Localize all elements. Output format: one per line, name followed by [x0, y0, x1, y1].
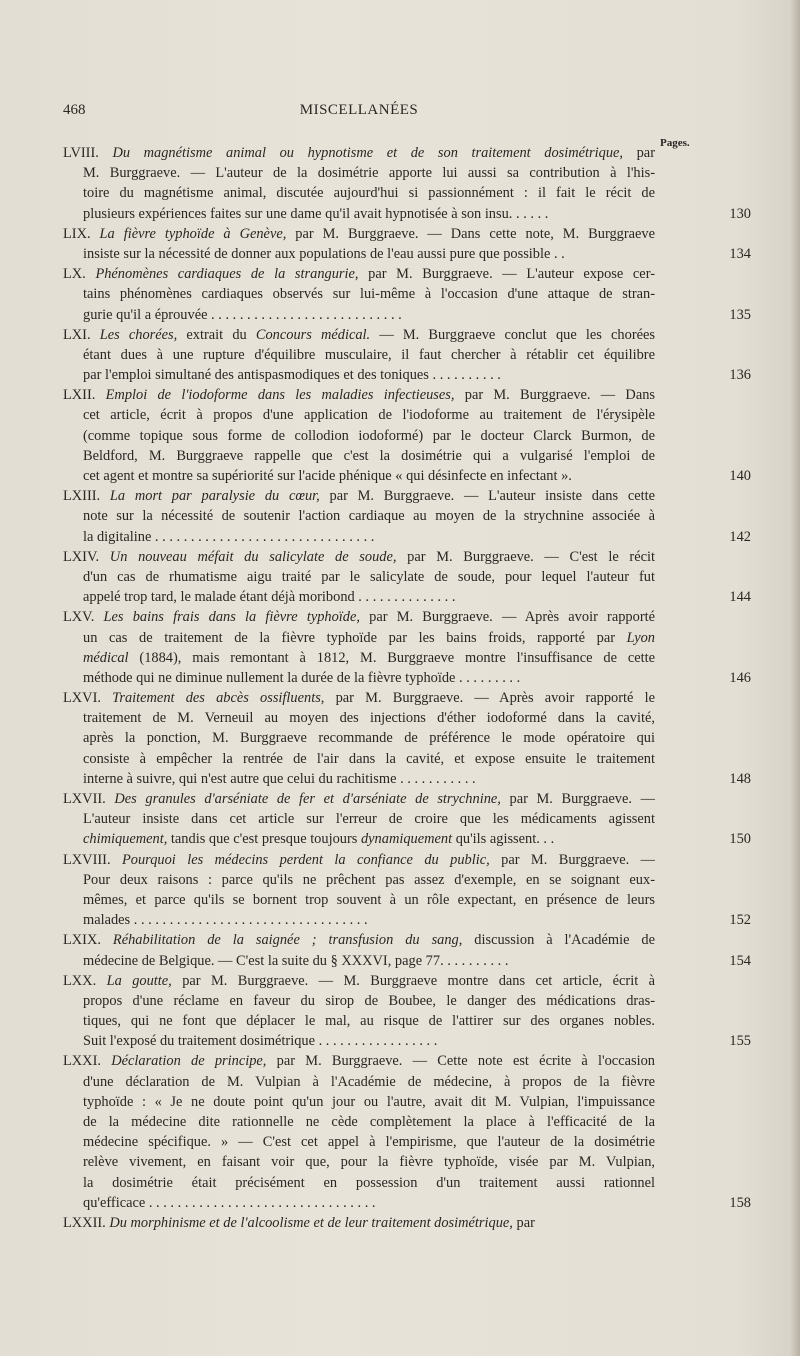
entry-numeral: LXVII. — [63, 791, 115, 807]
toc-entry-line — [63, 688, 655, 708]
toc-entry-line — [63, 749, 655, 769]
entry-text: d'une déclaration de M. Vulpian à l'Académie de médecine, à propos de la fièvre — [83, 1073, 655, 1090]
toc-entry-line — [63, 1092, 655, 1112]
toc-entry-line — [63, 163, 655, 183]
toc-entry-line — [63, 466, 655, 486]
entry-text: La goutte, par M. Burggraeve. — M. Burggraeve montre dans cet article, écrit à — [106, 972, 655, 989]
entry-page-number: 150 — [729, 831, 751, 848]
entry-page-number: 140 — [729, 468, 751, 485]
entry-page-number: 135 — [729, 306, 751, 323]
toc-entry-line — [63, 728, 655, 748]
entry-text: consiste à empêcher la rentrée de l'air dans la cavité, et expose ensuite le traitement — [83, 750, 655, 767]
entry-page-number: 148 — [729, 770, 751, 787]
entry-text: Phénomènes cardiaques de la strangurie, par M. Burggraeve. — L'auteur expose cer- — [95, 266, 655, 283]
page-number: 468 — [63, 102, 86, 118]
toc-entry-line — [63, 1011, 655, 1031]
toc-entry-line — [63, 1112, 655, 1132]
entry-text: médecine de Belgique. — C'est la suite du § XXXVI, page 77. . . . . . . . . . — [83, 952, 509, 969]
entry-text: qu'efficace . . . . . . . . . . . . . . . . . . . . . . . . . . . . . . . . — [83, 1194, 376, 1211]
page-edge-shadow — [790, 0, 800, 1356]
entry-text: La mort par paralysie du cœur, par M. Burggraeve. — L'auteur insiste dans cette — [109, 488, 655, 505]
entry-text: Du morphinisme et de l'alcoolisme et de leur traitement dosimétrique, par — [109, 1214, 535, 1231]
entry-page-number: 136 — [729, 367, 751, 384]
entry-text: méthode qui ne diminue nullement la durée de la fièvre typhoïde . . . . . . . . . — [83, 669, 521, 686]
entry-text: médecine spécifique. » — C'est cet appel à l'empirisme, que l'auteur de la dosimétrie — [83, 1134, 655, 1151]
entry-text: M. Burggraeve. — L'auteur de la dosimétrie apporte lui aussi sa contribution à l'his- — [83, 165, 655, 182]
entry-page-number: 155 — [729, 1033, 751, 1050]
toc-entry-line — [63, 284, 655, 304]
toc-entry-line — [63, 1173, 655, 1193]
toc-entry-line — [63, 345, 655, 365]
entry-text: Un nouveau méfait du salicylate de soude, par M. Burggraeve. — C'est le récit — [109, 548, 655, 565]
toc-entry-line — [63, 446, 655, 466]
entry-page-number: 158 — [729, 1194, 751, 1211]
toc-entry-line — [63, 668, 655, 688]
toc-entry-line — [63, 325, 655, 345]
entry-text: malades . . . . . . . . . . . . . . . . . . . . . . . . . . . . . . . . . — [83, 912, 368, 929]
entry-text: la digitaline . . . . . . . . . . . . . . . . . . . . . . . . . . . . . . . — [83, 528, 375, 545]
toc-entry-line — [63, 1031, 655, 1051]
entry-page-number: 152 — [729, 912, 751, 929]
entry-numeral: LX. — [63, 266, 96, 283]
entry-text: traitement de M. Verneuil au moyen des injections d'éther iodoformé dans la cavité, — [83, 710, 655, 727]
entry-text: (comme topique sous forme de collodion iodoformé) par le docteur Clarck Burmon, de — [83, 427, 655, 444]
toc-entry-line — [63, 587, 655, 607]
entry-numeral: LXIV. — [63, 548, 110, 565]
entry-text: interne à suivre, qui n'est autre que celui du rachitisme . . . . . . . . . . . — [83, 770, 476, 787]
toc-entry-line — [63, 789, 655, 809]
toc-entry-line — [63, 224, 655, 244]
toc-entry — [63, 224, 751, 264]
entry-numeral: LXV. — [63, 609, 104, 626]
toc-entry-line — [63, 1193, 655, 1213]
entry-text: tiques, qui ne font que déplacer le mal, au risque de l'attirer sur des organes nobles. — [83, 1013, 655, 1030]
running-title: MISCELLANÉES — [299, 102, 419, 118]
entry-numeral: LXX. — [63, 972, 107, 989]
toc-entry — [63, 486, 751, 547]
toc-entry-line — [63, 809, 655, 829]
toc-entry — [63, 325, 751, 386]
entry-text: Du magnétisme animal ou hypnotisme et de son traitement dosimétrique, par — [112, 145, 655, 161]
toc-entry-line — [63, 1132, 655, 1152]
toc-entry — [63, 850, 751, 931]
toc-entry-line — [63, 405, 655, 425]
entry-text: tains phénomènes cardiaques observés sur lui-même à l'occasion d'une attaque de stran- — [83, 286, 655, 303]
entry-text: note sur la nécessité de soutenir l'action cardiaque au moyen de la strychnine associée à — [83, 508, 655, 525]
toc-entry-line — [63, 183, 655, 203]
entry-numeral: LXXI. — [63, 1053, 112, 1070]
entry-text: chimiquement, tandis que c'est presque toujours dynamiquement qu'ils agissent. . . — [83, 831, 555, 848]
entry-text: Des granules d'arséniate de fer et d'arséniate de strychnine, par M. Burggraeve. — — [114, 791, 655, 807]
entry-text: plusieurs expériences faites sur une dame qu'il avait hypnotisée à son insu. . . . . . — [83, 205, 549, 222]
toc-entry-line — [63, 951, 655, 971]
entry-text: Pourquoi les médecins perdent la confiance du public, par M. Burggraeve. — — [121, 851, 655, 868]
entry-text: relève vivement, en faisant voir que, pour la fièvre typhoïde, visée par M. Vulpian, — [83, 1154, 655, 1171]
entry-text: mêmes, et parce qu'ils se bornent trop souvent à un rôle expectant, en présence de leurs — [83, 891, 655, 908]
toc-entry — [63, 688, 751, 789]
toc-entry-line — [63, 648, 655, 668]
entry-text: Traitement des abcès ossifluents, par M. Burggraeve. — Après avoir rapporté le — [112, 690, 655, 707]
toc-entry — [63, 789, 751, 850]
entry-page-number: 130 — [729, 205, 751, 222]
entry-text: médical (1884), mais remontant à 1812, M. Burggraeve montre l'insuffisance de cette — [83, 649, 655, 666]
entry-text: Beldford, M. Burggraeve rappelle que c'est la dosimétrie qui a vulgarisé l'emploi de — [83, 447, 655, 464]
toc-entry-line — [63, 365, 655, 385]
toc-entry-line — [63, 1051, 655, 1071]
entry-text: cet article, écrit à propos d'une application de l'iodoforme au traitement de l'érysipèle — [83, 407, 655, 424]
toc-entry-line — [63, 143, 655, 163]
entry-text: typhoïde : « Je ne doute point qu'un jour ou l'autre, avait dit M. Vulpian, l'impuissance — [83, 1093, 655, 1110]
entry-numeral: LXIII. — [63, 488, 110, 505]
toc-entry-line — [63, 1072, 655, 1092]
entry-text: cet agent et montre sa supériorité sur l'acide phénique « qui désinfecte en infectant ». — [83, 468, 572, 484]
entry-page-number: 144 — [729, 589, 751, 606]
toc-entry-line — [63, 829, 655, 849]
toc-entry-line — [63, 890, 655, 910]
toc-entry-line — [63, 1152, 655, 1172]
toc-entry-line — [63, 506, 655, 526]
entry-text: Pour deux raisons : parce qu'ils ne prêchent pas assez d'exemple, en se soignant eux- — [83, 871, 655, 888]
entry-numeral: LIX. — [63, 225, 100, 242]
toc-entry — [63, 264, 751, 325]
toc-entry — [63, 930, 751, 970]
toc-entry-line — [63, 910, 655, 930]
entry-text: par l'emploi simultané des antispasmodiques et des toniques . . . . . . . . . . — [83, 367, 501, 384]
toc-entry-line — [63, 870, 655, 890]
page-header — [63, 100, 655, 124]
entry-numeral: LXXII. — [63, 1214, 110, 1231]
toc-entry — [63, 1213, 703, 1233]
entry-text: de la médecine dite rationnelle ne cède complètement la place à l'efficacité de la — [83, 1114, 655, 1130]
toc-entry-line — [63, 426, 655, 446]
toc-entry — [63, 1051, 751, 1213]
toc-entry-line — [63, 971, 655, 991]
entry-text: gurie qu'il a éprouvée . . . . . . . . . . . . . . . . . . . . . . . . . . . — [83, 306, 402, 323]
entry-text: après la ponction, M. Burggraeve recommande de préférence le mode opératoire qui — [83, 730, 655, 747]
toc-entry-line — [63, 385, 655, 405]
entry-text: L'auteur insiste dans cet article sur l'erreur de croire que les médicaments agissent — [83, 811, 655, 828]
toc-entry-line — [63, 628, 655, 648]
toc-entry-line — [63, 547, 655, 567]
toc-entry-line — [63, 567, 655, 587]
entry-page-number: 154 — [729, 952, 751, 969]
toc-entry — [63, 385, 751, 486]
entry-page-number: 146 — [729, 669, 751, 686]
entry-page-number: 142 — [729, 528, 751, 545]
toc-entry-line — [63, 204, 655, 224]
entry-text: appelé trop tard, le malade étant déjà moribond . . . . . . . . . . . . . . — [83, 589, 456, 606]
table-of-contents — [63, 143, 751, 1233]
entry-numeral: LVIII. — [63, 145, 113, 161]
toc-entry-line — [63, 769, 655, 789]
entry-text: Les chorées, extrait du Concours médical. — M. Burggraeve conclut que les chorées — [99, 326, 655, 343]
pages-column-label: Pages. — [660, 137, 690, 149]
entry-numeral: LXI. — [63, 326, 100, 343]
entry-text: étant dues à une rupture d'équilibre musculaire, il faut chercher à rétablir cet équilibre — [83, 346, 655, 363]
entry-text: Suit l'exposé du traitement dosimétrique . . . . . . . . . . . . . . . . . — [83, 1033, 438, 1050]
toc-entry — [63, 971, 751, 1052]
toc-entry — [63, 547, 751, 608]
toc-entry-line — [63, 244, 655, 264]
toc-entry-line — [63, 1213, 655, 1233]
toc-entry-line — [63, 305, 655, 325]
toc-entry-line — [63, 527, 655, 547]
entry-text: insiste sur la nécessité de donner aux populations de l'eau aussi pure que possible . . — [83, 245, 565, 262]
toc-entry-line — [63, 607, 655, 627]
toc-entry-line — [63, 930, 655, 950]
toc-entry-line — [63, 486, 655, 506]
entry-text: un cas de traitement de la fièvre typhoïde par les bains froids, rapporté par Lyon — [83, 629, 655, 646]
entry-text: d'un cas de rhumatisme aigu traité par le salicylate de soude, pour lequel l'auteur fut — [83, 568, 655, 585]
entry-text: La fièvre typhoïde à Genève, par M. Burggraeve. — Dans cette note, M. Burggraeve — [99, 225, 655, 242]
toc-entry-line — [63, 708, 655, 728]
toc-entry-line — [63, 991, 655, 1011]
entry-text: Les bains frais dans la fièvre typhoïde, par M. Burggraeve. — Après avoir rapporté — [103, 609, 655, 626]
toc-entry-line — [63, 264, 655, 284]
entry-page-number: 134 — [729, 245, 751, 262]
entry-text: Réhabilitation de la saignée ; transfusion du sang, discussion à l'Académie de — [112, 932, 655, 949]
toc-entry-line — [63, 850, 655, 870]
entry-numeral: LXVIII. — [63, 851, 122, 868]
entry-text: toire du magnétisme animal, discutée aujourd'hui si passionnément : il fait le récit de — [83, 185, 655, 202]
toc-entry — [63, 607, 751, 688]
entry-numeral: LXII. — [63, 387, 106, 404]
entry-text: la dosimétrie était précisément en possession d'un traitement aussi rationnel — [83, 1174, 655, 1191]
entry-numeral: LXIX. — [63, 932, 113, 949]
entry-text: propos d'une réclame en faveur du sirop de Boubee, le danger des médications dras- — [83, 992, 655, 1009]
entry-numeral: LXVI. — [63, 690, 113, 707]
entry-text: Déclaration de principe, par M. Burggraeve. — Cette note est écrite à l'occasion — [111, 1053, 655, 1070]
toc-entry — [63, 143, 751, 224]
entry-text: Emploi de l'iodoforme dans les maladies infectieuses, par M. Burggraeve. — Dans — [105, 387, 655, 404]
